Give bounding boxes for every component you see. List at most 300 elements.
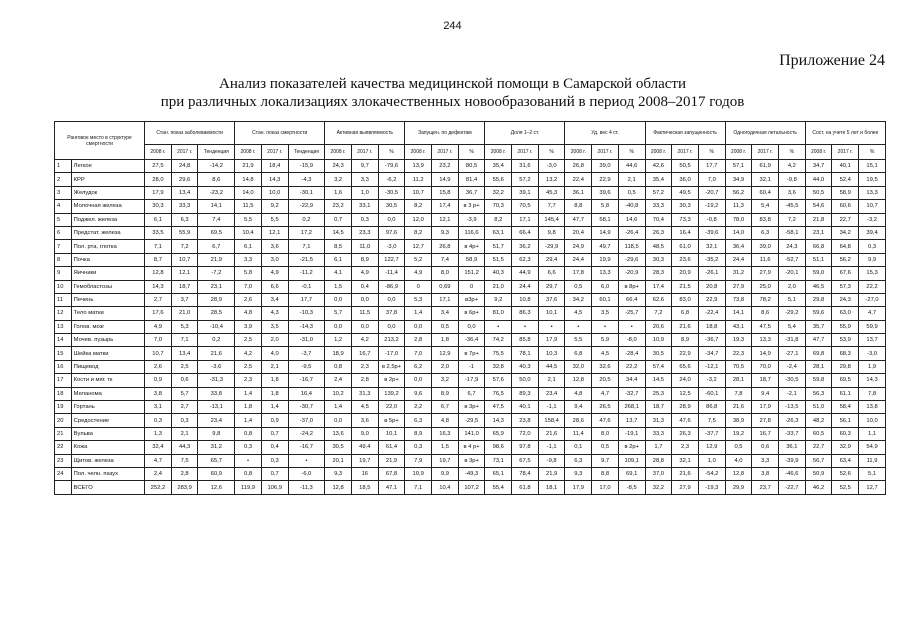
value-cell: 3,3 <box>351 173 378 186</box>
value-cell: 21,0 <box>485 280 512 293</box>
value-cell: 106,9 <box>261 481 288 494</box>
value-cell: 4,5 <box>351 401 378 414</box>
value-cell: 3,4 <box>432 307 459 320</box>
table-row <box>55 307 886 320</box>
value-cell: -16,7 <box>288 374 325 387</box>
value-cell: 5,7 <box>325 307 352 320</box>
value-cell: 44,0 <box>805 173 832 186</box>
value-cell: в 3 р+ <box>458 200 485 213</box>
value-cell: 8,9 <box>351 253 378 266</box>
table-row <box>55 320 886 333</box>
value-cell: в 5р+ <box>378 414 405 427</box>
value-cell: -21,5 <box>288 253 325 266</box>
value-cell: 1,8 <box>432 334 459 347</box>
localization-cell: Пищевод <box>71 360 144 373</box>
value-cell: 61,9 <box>752 160 779 173</box>
value-cell: -52,7 <box>779 253 806 266</box>
value-cell: 4,5 <box>592 347 619 360</box>
value-cell: -25,7 <box>618 307 645 320</box>
value-cell: 34,7 <box>805 160 832 173</box>
value-cell: 33,3 <box>645 427 672 440</box>
value-cell: 17,6 <box>145 307 172 320</box>
value-cell: 4,1 <box>325 267 352 280</box>
value-cell: 33,1 <box>351 200 378 213</box>
value-cell: 78,1 <box>512 347 539 360</box>
value-cell: 2,1 <box>261 360 288 373</box>
value-cell: 5,2 <box>405 253 432 266</box>
value-cell: 11,4 <box>565 427 592 440</box>
value-cell: -1 <box>458 360 485 373</box>
value-cell: 35,7 <box>805 320 832 333</box>
value-cell: 10,7 <box>145 347 172 360</box>
value-cell: 24,4 <box>565 253 592 266</box>
value-cell: 2,5 <box>171 360 198 373</box>
value-cell: 12,1 <box>171 267 198 280</box>
rank-cell <box>55 481 72 494</box>
value-cell: 35,4 <box>485 160 512 173</box>
value-cell: 17,4 <box>432 200 459 213</box>
value-cell: -6,0 <box>288 467 325 480</box>
value-cell: 24,9 <box>565 240 592 253</box>
value-cell: 213,2 <box>378 334 405 347</box>
value-cell: 18,9 <box>325 347 352 360</box>
value-cell: 8,6 <box>198 173 235 186</box>
value-cell: 47,6 <box>672 414 699 427</box>
localization-cell: Предстат. железа <box>71 226 144 239</box>
value-cell: 47,5 <box>485 401 512 414</box>
value-cell: 7,0 <box>145 334 172 347</box>
value-cell: 34,2 <box>832 226 859 239</box>
value-cell: 6,7 <box>432 401 459 414</box>
value-cell: 5,4 <box>752 200 779 213</box>
value-cell: 0,8 <box>235 427 262 440</box>
value-cell: 81,4 <box>458 173 485 186</box>
value-cell: 2,3 <box>351 360 378 373</box>
value-cell: -11,4 <box>378 267 405 280</box>
value-cell: • <box>538 320 565 333</box>
value-cell: 28,5 <box>198 307 235 320</box>
value-cell: в 4р+ <box>458 240 485 253</box>
column-subheader: 2008 г. <box>565 145 592 160</box>
value-cell: 74,2 <box>485 334 512 347</box>
value-cell: 0,0 <box>351 293 378 306</box>
value-cell: 8,8 <box>592 467 619 480</box>
value-cell: 22,0 <box>378 401 405 414</box>
value-cell: 7,7 <box>538 200 565 213</box>
value-cell: 8,2 <box>485 213 512 226</box>
column-subheader: 2017 г. <box>592 145 619 160</box>
value-cell: 46,5 <box>805 280 832 293</box>
value-cell: 0,2 <box>198 334 235 347</box>
value-cell: -0,1 <box>288 280 325 293</box>
value-cell: -36,4 <box>458 334 485 347</box>
value-cell: -29,9 <box>538 240 565 253</box>
value-cell: -9,8 <box>538 454 565 467</box>
value-cell: 17,7 <box>288 293 325 306</box>
value-cell: 59,0 <box>805 267 832 280</box>
value-cell: -1,1 <box>538 401 565 414</box>
column-subheader: % <box>698 145 725 160</box>
value-cell: 2,3 <box>235 374 262 387</box>
value-cell: 30,3 <box>145 200 172 213</box>
value-cell: 19,3 <box>725 334 752 347</box>
value-cell: -3,7 <box>288 347 325 360</box>
value-cell: -3,0 <box>378 240 405 253</box>
value-cell: 35,4 <box>645 173 672 186</box>
value-cell: 30,5 <box>378 200 405 213</box>
value-cell: 11,2 <box>405 173 432 186</box>
value-cell: 12,7 <box>405 240 432 253</box>
value-cell: 37,0 <box>645 467 672 480</box>
value-cell: 2,8 <box>405 334 432 347</box>
value-cell: 3,0 <box>261 253 288 266</box>
value-cell: 23,1 <box>198 280 235 293</box>
value-cell: 6,1 <box>235 240 262 253</box>
value-cell: -27,1 <box>779 347 806 360</box>
value-cell: 86,3 <box>512 307 539 320</box>
group-header: Активная выявляемость <box>325 122 405 145</box>
value-cell: 47,7 <box>805 334 832 347</box>
column-subheader: 2008 г. <box>645 145 672 160</box>
value-cell: 73,8 <box>725 293 752 306</box>
value-cell: в 3р+ <box>458 401 485 414</box>
value-cell: 80,5 <box>458 160 485 173</box>
value-cell: 60,9 <box>198 467 235 480</box>
value-cell: 19,7 <box>432 454 459 467</box>
value-cell: 32,1 <box>752 173 779 186</box>
value-cell: 0,3 <box>235 441 262 454</box>
table-row <box>55 253 886 266</box>
value-cell: 0,3 <box>145 414 172 427</box>
value-cell: 51,1 <box>805 253 832 266</box>
value-cell: 10,2 <box>325 387 352 400</box>
value-cell: 7,1 <box>405 481 432 494</box>
value-cell: 122,7 <box>378 253 405 266</box>
value-cell: 2,5 <box>235 360 262 373</box>
value-cell: 2,5 <box>235 334 262 347</box>
value-cell: 43,1 <box>725 320 752 333</box>
value-cell: 1,4 <box>325 401 352 414</box>
value-cell: 6,1 <box>325 253 352 266</box>
value-cell: 13,2 <box>538 173 565 186</box>
value-cell: 0,0 <box>325 320 352 333</box>
value-cell: 24,4 <box>512 280 539 293</box>
value-cell: 5,1 <box>859 467 886 480</box>
group-header: Стан. показ смертности <box>235 122 325 145</box>
value-cell: 6,2 <box>405 360 432 373</box>
rank-cell: 7 <box>55 240 72 253</box>
value-cell: 31,3 <box>351 387 378 400</box>
value-cell: 23,7 <box>752 481 779 494</box>
table-row <box>55 200 886 213</box>
value-cell: 7,1 <box>171 334 198 347</box>
value-cell: 21,6 <box>672 320 699 333</box>
value-cell: 9,0 <box>351 427 378 440</box>
value-cell: 11,5 <box>351 307 378 320</box>
value-cell: 30,5 <box>645 347 672 360</box>
value-cell: -54,2 <box>698 467 725 480</box>
value-cell: 60,6 <box>832 200 859 213</box>
value-cell: 20,6 <box>645 320 672 333</box>
table-body <box>55 160 886 495</box>
rank-cell: 24 <box>55 467 72 480</box>
value-cell: 0,3 <box>859 240 886 253</box>
value-cell: 0,5 <box>432 320 459 333</box>
value-cell: 21,0 <box>171 307 198 320</box>
value-cell: 45,3 <box>538 186 565 199</box>
quality-indicators-table <box>54 121 886 495</box>
value-cell: 9,7 <box>351 160 378 173</box>
value-cell: 14,6 <box>618 213 645 226</box>
value-cell: 75,5 <box>485 347 512 360</box>
value-cell: 10,3 <box>538 347 565 360</box>
value-cell: 107,2 <box>458 481 485 494</box>
rank-cell: 9 <box>55 267 72 280</box>
value-cell: 39,6 <box>592 186 619 199</box>
value-cell: 24,3 <box>779 240 806 253</box>
value-cell: -34,7 <box>698 347 725 360</box>
localization-cell: Гемобластозы <box>71 280 144 293</box>
column-subheader: % <box>618 145 645 160</box>
value-cell: 4,8 <box>235 307 262 320</box>
value-cell: в 2р+ <box>378 374 405 387</box>
value-cell: 29,9 <box>725 481 752 494</box>
value-cell: 14,0 <box>725 226 752 239</box>
value-cell: 33,8 <box>198 387 235 400</box>
group-header: Стан. показ заболеваемости <box>145 122 235 145</box>
value-cell: 1,4 <box>235 387 262 400</box>
rank-cell: 23 <box>55 454 72 467</box>
value-cell: 24,0 <box>672 374 699 387</box>
localization-cell: Молочная железа <box>71 200 144 213</box>
value-cell: 23,8 <box>512 414 539 427</box>
value-cell: 26,5 <box>592 401 619 414</box>
value-cell: 62,3 <box>512 253 539 266</box>
value-cell: -13,5 <box>779 401 806 414</box>
value-cell: 7,9 <box>405 454 432 467</box>
value-cell: 36,1 <box>565 186 592 199</box>
rank-cell: 14 <box>55 334 72 347</box>
value-cell: 25,0 <box>752 280 779 293</box>
value-cell: -30,5 <box>378 186 405 199</box>
value-cell: 0,6 <box>752 441 779 454</box>
value-cell: 22,9 <box>698 293 725 306</box>
value-cell: 283,9 <box>171 481 198 494</box>
value-cell: -19,1 <box>618 427 645 440</box>
table-row <box>55 401 886 414</box>
value-cell: 3,8 <box>145 387 172 400</box>
column-subheader: 2017 г. <box>432 145 459 160</box>
header-rank: Ранговое место в структуре смертности <box>55 122 145 160</box>
value-cell: 28,1 <box>805 360 832 373</box>
table-row <box>55 441 886 454</box>
value-cell: -37,7 <box>698 427 725 440</box>
value-cell: 2,0 <box>261 334 288 347</box>
value-cell: 10,4 <box>235 226 262 239</box>
value-cell: 1,8 <box>235 401 262 414</box>
value-cell: 17,9 <box>538 334 565 347</box>
column-subheader: 2008 г. <box>325 145 352 160</box>
value-cell: 2,8 <box>171 467 198 480</box>
value-cell: 2,4 <box>325 374 352 387</box>
localization-cell: Кожа <box>71 441 144 454</box>
value-cell: 65,7 <box>198 454 235 467</box>
localization-cell: Желудок <box>71 186 144 199</box>
value-cell: 60,5 <box>805 427 832 440</box>
localization-cell: Голов. мозг <box>71 320 144 333</box>
value-cell: 14,3 <box>485 414 512 427</box>
value-cell: 67,6 <box>832 267 859 280</box>
value-cell: 2,2 <box>405 401 432 414</box>
value-cell: 4,7 <box>859 307 886 320</box>
page-number: 244 <box>443 20 462 32</box>
value-cell: 59,9 <box>859 320 886 333</box>
column-subheader: 2008 г. <box>145 145 172 160</box>
value-cell: -60,1 <box>698 387 725 400</box>
table-row <box>55 387 886 400</box>
value-cell: 9,9 <box>859 253 886 266</box>
value-cell: -11,3 <box>288 481 325 494</box>
value-cell: -8,0 <box>618 334 645 347</box>
value-cell: 9,3 <box>565 467 592 480</box>
value-cell: -3,6 <box>198 360 235 373</box>
value-cell: 32,2 <box>485 186 512 199</box>
value-cell: 11,5 <box>235 200 262 213</box>
value-cell: 9,2 <box>261 200 288 213</box>
value-cell: 8,9 <box>405 427 432 440</box>
column-subheader: 2008 г. <box>235 145 262 160</box>
value-cell: 10,7 <box>859 200 886 213</box>
value-cell: 23,6 <box>672 253 699 266</box>
value-cell: -13,1 <box>198 401 235 414</box>
value-cell: -3,9 <box>458 213 485 226</box>
value-cell: 30,3 <box>645 253 672 266</box>
value-cell: 6,3 <box>171 213 198 226</box>
value-cell: -4,3 <box>288 173 325 186</box>
value-cell: 14,9 <box>752 347 779 360</box>
value-cell: 0,0 <box>325 414 352 427</box>
value-cell: 39,0 <box>752 240 779 253</box>
value-cell: 83,8 <box>752 213 779 226</box>
value-cell: 21,9 <box>198 253 235 266</box>
value-cell: 8,7 <box>145 253 172 266</box>
value-cell: 252,2 <box>145 481 172 494</box>
value-cell: 70,5 <box>512 200 539 213</box>
value-cell: 0,3 <box>171 414 198 427</box>
value-cell: 1,5 <box>325 280 352 293</box>
value-cell: 32,9 <box>832 441 859 454</box>
table-subheader-row <box>55 145 886 160</box>
value-cell: 14,0 <box>235 186 262 199</box>
rank-cell: 21 <box>55 427 72 440</box>
value-cell: 4,9 <box>351 267 378 280</box>
value-cell: -1,1 <box>538 441 565 454</box>
value-cell: 141,0 <box>458 427 485 440</box>
value-cell: 40,1 <box>832 160 859 173</box>
table-row <box>55 334 886 347</box>
column-subheader: 2017 г. <box>832 145 859 160</box>
value-cell: 69,5 <box>198 226 235 239</box>
value-cell: • <box>592 320 619 333</box>
value-cell: 57,1 <box>725 160 752 173</box>
value-cell: 29,8 <box>805 293 832 306</box>
value-cell: 8,9 <box>432 387 459 400</box>
value-cell: 37,8 <box>378 307 405 320</box>
value-cell: 32,8 <box>485 360 512 373</box>
value-cell: 36,0 <box>672 173 699 186</box>
value-cell: 0,8 <box>235 467 262 480</box>
value-cell: 65,1 <box>485 467 512 480</box>
value-cell: 21,8 <box>805 213 832 226</box>
value-cell: 9,8 <box>198 427 235 440</box>
value-cell: -22,9 <box>288 200 325 213</box>
value-cell: 78,0 <box>725 213 752 226</box>
rank-cell: 22 <box>55 441 72 454</box>
value-cell: 3,9 <box>235 320 262 333</box>
value-cell: 29,4 <box>538 253 565 266</box>
value-cell: 39,0 <box>592 160 619 173</box>
value-cell: -14,3 <box>288 320 325 333</box>
value-cell: 22,9 <box>592 173 619 186</box>
value-cell: 11,3 <box>725 200 752 213</box>
value-cell: 2,6 <box>145 360 172 373</box>
value-cell: 2,4 <box>145 467 172 480</box>
value-cell: 1,5 <box>432 441 459 454</box>
value-cell: 28,9 <box>198 293 235 306</box>
value-cell: 14,9 <box>592 226 619 239</box>
value-cell: 73,1 <box>485 454 512 467</box>
value-cell: 97,8 <box>512 441 539 454</box>
value-cell: 50,0 <box>512 374 539 387</box>
column-subheader: % <box>538 145 565 160</box>
value-cell: 7,2 <box>779 213 806 226</box>
localization-cell: Гортань <box>71 401 144 414</box>
value-cell: 21,9 <box>235 160 262 173</box>
value-cell: -9,5 <box>288 360 325 373</box>
value-cell: 18,4 <box>261 160 288 173</box>
value-cell: 32,0 <box>565 360 592 373</box>
value-cell: -29,2 <box>779 307 806 320</box>
value-cell: 4,2 <box>235 347 262 360</box>
value-cell: 34,2 <box>565 293 592 306</box>
rank-cell: 11 <box>55 293 72 306</box>
table-row <box>55 240 886 253</box>
value-cell: 9,2 <box>485 293 512 306</box>
value-cell: 2,3 <box>672 441 699 454</box>
value-cell: 6,6 <box>538 267 565 280</box>
value-cell: -2,1 <box>779 387 806 400</box>
value-cell: 33,3 <box>171 200 198 213</box>
value-cell: 9,4 <box>752 387 779 400</box>
value-cell: 32,2 <box>645 481 672 494</box>
value-cell: 34,4 <box>618 374 645 387</box>
value-cell: 24,3 <box>325 160 352 173</box>
value-cell: 0,0 <box>351 320 378 333</box>
localization-cell: Шейка матки <box>71 347 144 360</box>
value-cell: 30,3 <box>672 200 699 213</box>
value-cell: 58,4 <box>832 401 859 414</box>
value-cell: 17,1 <box>432 293 459 306</box>
value-cell: 5,8 <box>592 200 619 213</box>
value-cell: 7,0 <box>698 173 725 186</box>
value-cell: 61,1 <box>832 387 859 400</box>
table-row <box>55 427 886 440</box>
value-cell: 26,8 <box>565 160 592 173</box>
value-cell: 42,6 <box>645 160 672 173</box>
value-cell: 13,3 <box>592 267 619 280</box>
value-cell: 4,2 <box>351 334 378 347</box>
rank-cell: 17 <box>55 374 72 387</box>
